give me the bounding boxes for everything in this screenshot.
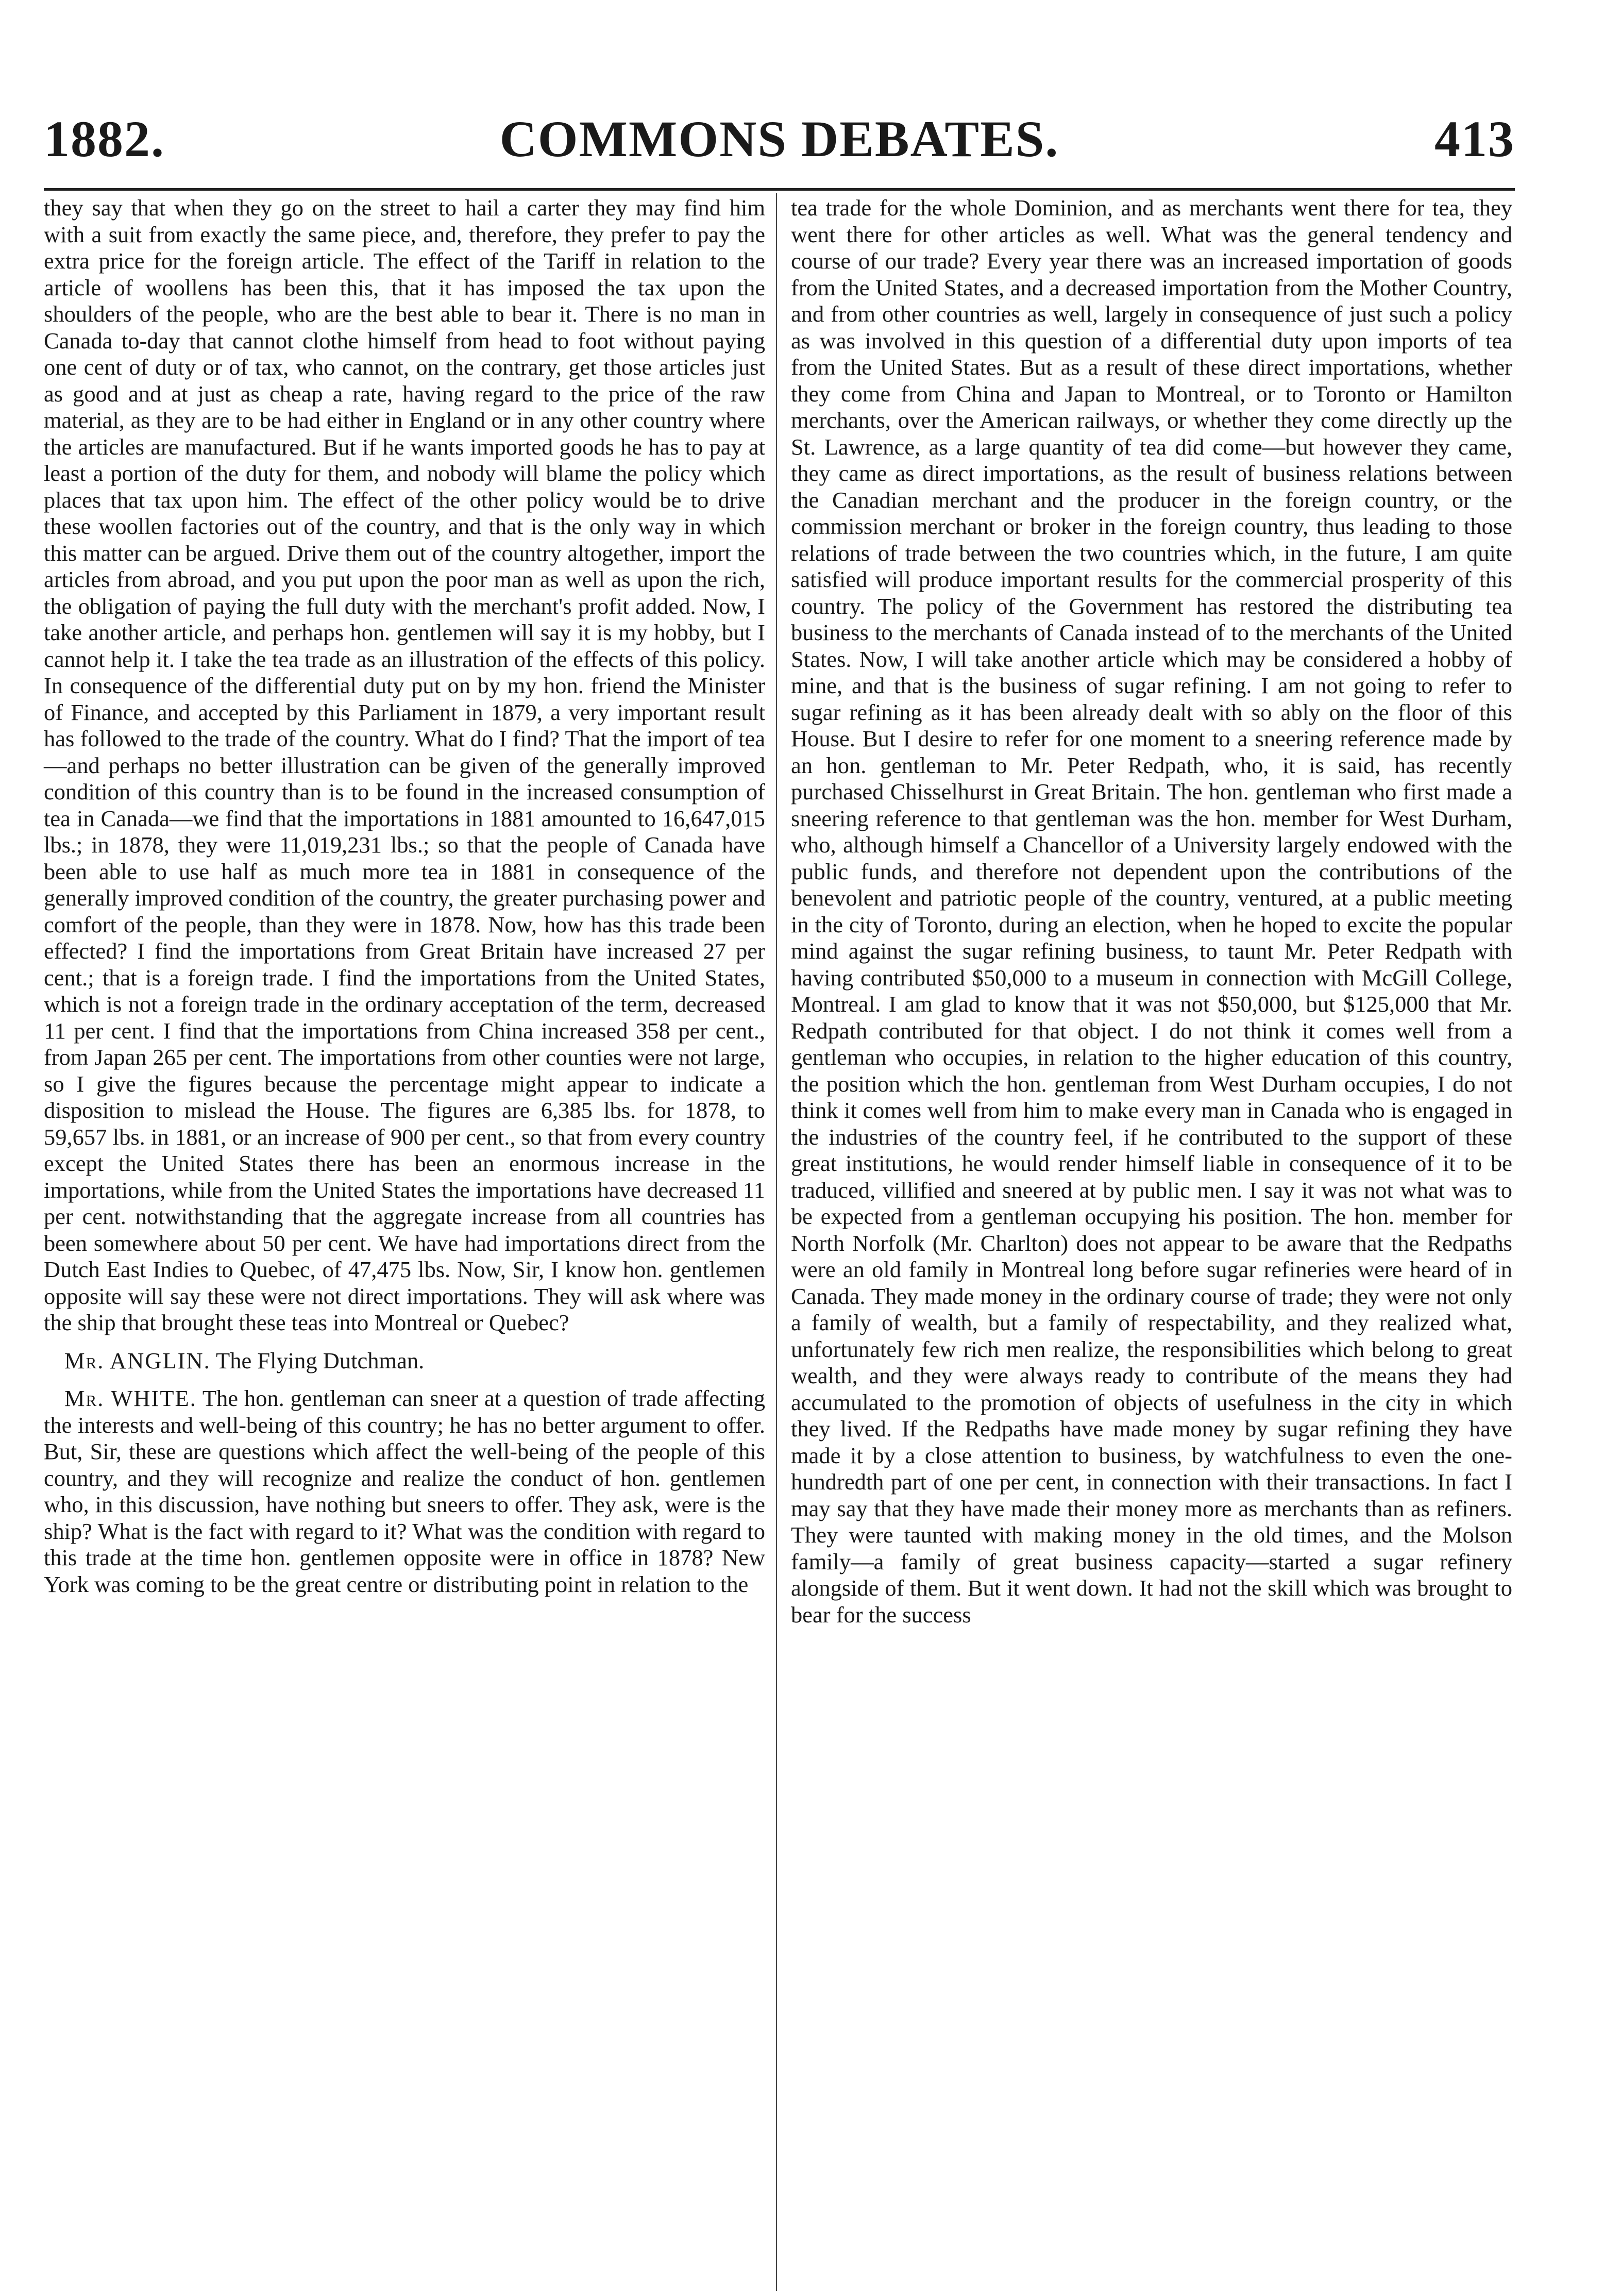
header-page-number: 413: [1434, 110, 1515, 167]
left-paragraph: they say that when they go on the street to hail a carter they may find him with a suit from exactly the same piece, and, therefore, they prefer to pay the extra price for the foreign article. The effect of the Tariff in relation to the article of woollens has been this, that it has imposed the tax upon the shoulders of the people, who are the best able to bear it. There is no man in Canada to-day that cannot clothe himself from head to foot without paying one cent of duty or of tax, who cannot, on the contrary, get those articles just as good and at just as cheap a rate, having regard to the price of the raw material, as they are to be had either in England or in any other country where the articles are manufactured. But if he wants imported goods he has to pay at least a portion of the duty for them, and nobody will blame the policy which places that tax upon him. The effect of the other policy would be to drive these woollen factories out of the country, and that is the only way in which this matter can be argued. Drive them out of the country altogether, import the articles from abroad, and you put upon the poor man as well as upon the rich, the obligation of paying the full duty with the merchant's profit added. Now, I take another article, and perhaps hon. gentlemen will say it is my hobby, but I cannot help it. I take the tea trade as an illustration of the effects of this policy. In consequence of the differential duty put on by my hon. friend the Minister of Finance, and accepted by this Parliament in 1879, a very important result has followed to the trade of the country. What do I find? That the import of tea—and perhaps no better illustration can be given of the generally improved condition of this country than is to be found in the increased consumption of tea in Canada—we find that the importations in 1881 amounted to 16,647,015 lbs.; in 1878, they were 11,019,231 lbs.; so that the people of Canada have been able to use half as much more tea in 1881 in consequence of the generally improved condition of the country, the greater purchasing power and comfort of the people, than they were in 1878. Now, how has this trade been effected? I find the importations from Great Britain have increased 27 per cent.; that is a foreign trade. I find the importations from the United States, which is not a foreign trade in the ordinary acceptation of the term, decreased 11 per cent. I find that the importations from China increased 358 per cent., from Japan 265 per cent. The importations from other counties were not large, so I give the figures because the percentage might appear to indicate a disposition to mislead the House. The figures are 6,385 lbs. for 1878, to 59,657 lbs. in 1881, or an increase of 900 per cent., so that from every country except the United States there has been an enormous increase in the importations, while from the United States the importations have decreased 11 per cent. notwithstanding that the aggregate increase from all countries has been somewhere about 50 per cent. We have had importations direct from the Dutch East Indies to Quebec, of 47,475 lbs. Now, Sir, I know hon. gentlemen opposite will say these were not direct importations. They will ask where was the ship that brought these teas into Montreal or Quebec?: [44, 195, 765, 1335]
left-column: [44, 195, 765, 1598]
right-paragraph: tea trade for the whole Dominion, and as merchants went there for tea, they went there for other articles as well. What was the general tendency and course of our trade? Every year there was an increased importation of goods from the United States, and a decreased importation from the Mother Country, and from other countries as well, largely in consequence of just such a policy as was involved in this question of a differential duty upon imports of tea from the United States. But as a result of these direct importations, whether they come from China and Japan to Montreal, or to Toronto or Hamilton merchants, over the American railways, or whether they come directly up the St. Lawrence, as a large quantity of tea did come—but however they came, they came as direct importations, as the result of business relations between the Canadian merchant and the producer in the foreign country, or the commission merchant or broker in the foreign country, thus leading to those relations of trade between the two countries which, in the future, I am quite satisfied will produce important results for the commercial prosperity of this country. The policy of the Government has restored the distributing tea business to the merchants of Canada instead of to the merchants of the United States. Now, I will take another article which may be considered a hobby of mine, and that is the business of sugar refining. I am not going to refer to sugar refining as it has been already dealt with so ably on the floor of this House. But I desire to refer for one moment to a sneering reference made by an hon. gentleman to Mr. Peter Redpath, who, it is said, has recently purchased Chisselhurst in Great Britain. The hon. gentleman who first made a sneering reference to that gentleman was the hon. member for West Durham, who, although himself a Chancellor of a University largely endowed with the public funds, and therefore not dependent upon the contributions of the benevolent and patriotic people of the country, ventured, at a public meeting in the city of Toronto, during an election, when he hoped to excite the popular mind against the sugar refining business, to taunt Mr. Peter Redpath with having contributed $50,000 to a museum in connection with McGill College, Montreal. I am glad to know that it was not $50,000, but $125,000 that Mr. Redpath contributed for that object. I do not think it comes well from a gentleman who occupies, in relation to the higher education of this country, the position which the hon. gentleman from West Durham occupies, I do not think it comes well from him to make every man in Canada who is engaged in the industries of the country feel, if he contributed to the support of these great institutions, he would render himself liable in consequence of it to be traduced, villified and sneered at by public men. I say it was not what was to be expected from a gentleman occupying his position. The hon. member for North Norfolk (Mr. Charlton) does not appear to be aware that the Redpaths were an old family in Montreal long before sugar refineries were heard of in Canada. They made money in the ordinary course of trade; they were not only a family of wealth, but a family of respectability, and they realized what, unfortunately few rich men realize, the responsibilities which belong to great wealth, and they were always ready to contribute of the means they had accumulated to the promotion of objects of usefulness in the city in which they lived. If the Redpaths have made money by sugar refining they have made it by a close attention to business, by watchfulness to even the one-hundredth part of one per cent, in connection with their transactions. In fact I may say that they have made their money more as merchants than as refiners. They were taunted with making money in the old times, and the Molson family—a family of great business capacity—started a sugar refinery alongside of them. But it went down. It had not the skill which was brought to bear for the success: [791, 195, 1512, 1628]
header-title: COMMONS DEBATES.: [499, 110, 1059, 167]
column-divider: [776, 193, 777, 2291]
header-year: 1882.: [44, 110, 165, 167]
speech-text: The Flying Dutchman.: [216, 1347, 425, 1373]
header-rule: [44, 188, 1515, 191]
speech-white: [44, 1385, 765, 1598]
page-header: [44, 108, 1515, 175]
speech-text: The hon. gentleman can sneer at a question of trade affecting the interests and well-being of this country; he has no better argument to offer. But, Sir, these are questions which affect the well-being of the people of this country, and they will recognize and realize the conduct of hon. gentlemen who, in this discussion, have nothing but sneers to offer. They ask, were is the ship? What is the fact with regard to it? What was the condition with regard to this trade at the time hon. gentlemen opposite were in office in 1878? New York was coming to be the great centre or distributing point in relation to the: [44, 1385, 765, 1597]
speaker-name: Mr. ANGLIN.: [64, 1347, 211, 1373]
right-column: [791, 195, 1512, 1628]
speaker-name: Mr. WHITE.: [64, 1385, 197, 1411]
speech-anglin: [44, 1348, 765, 1375]
